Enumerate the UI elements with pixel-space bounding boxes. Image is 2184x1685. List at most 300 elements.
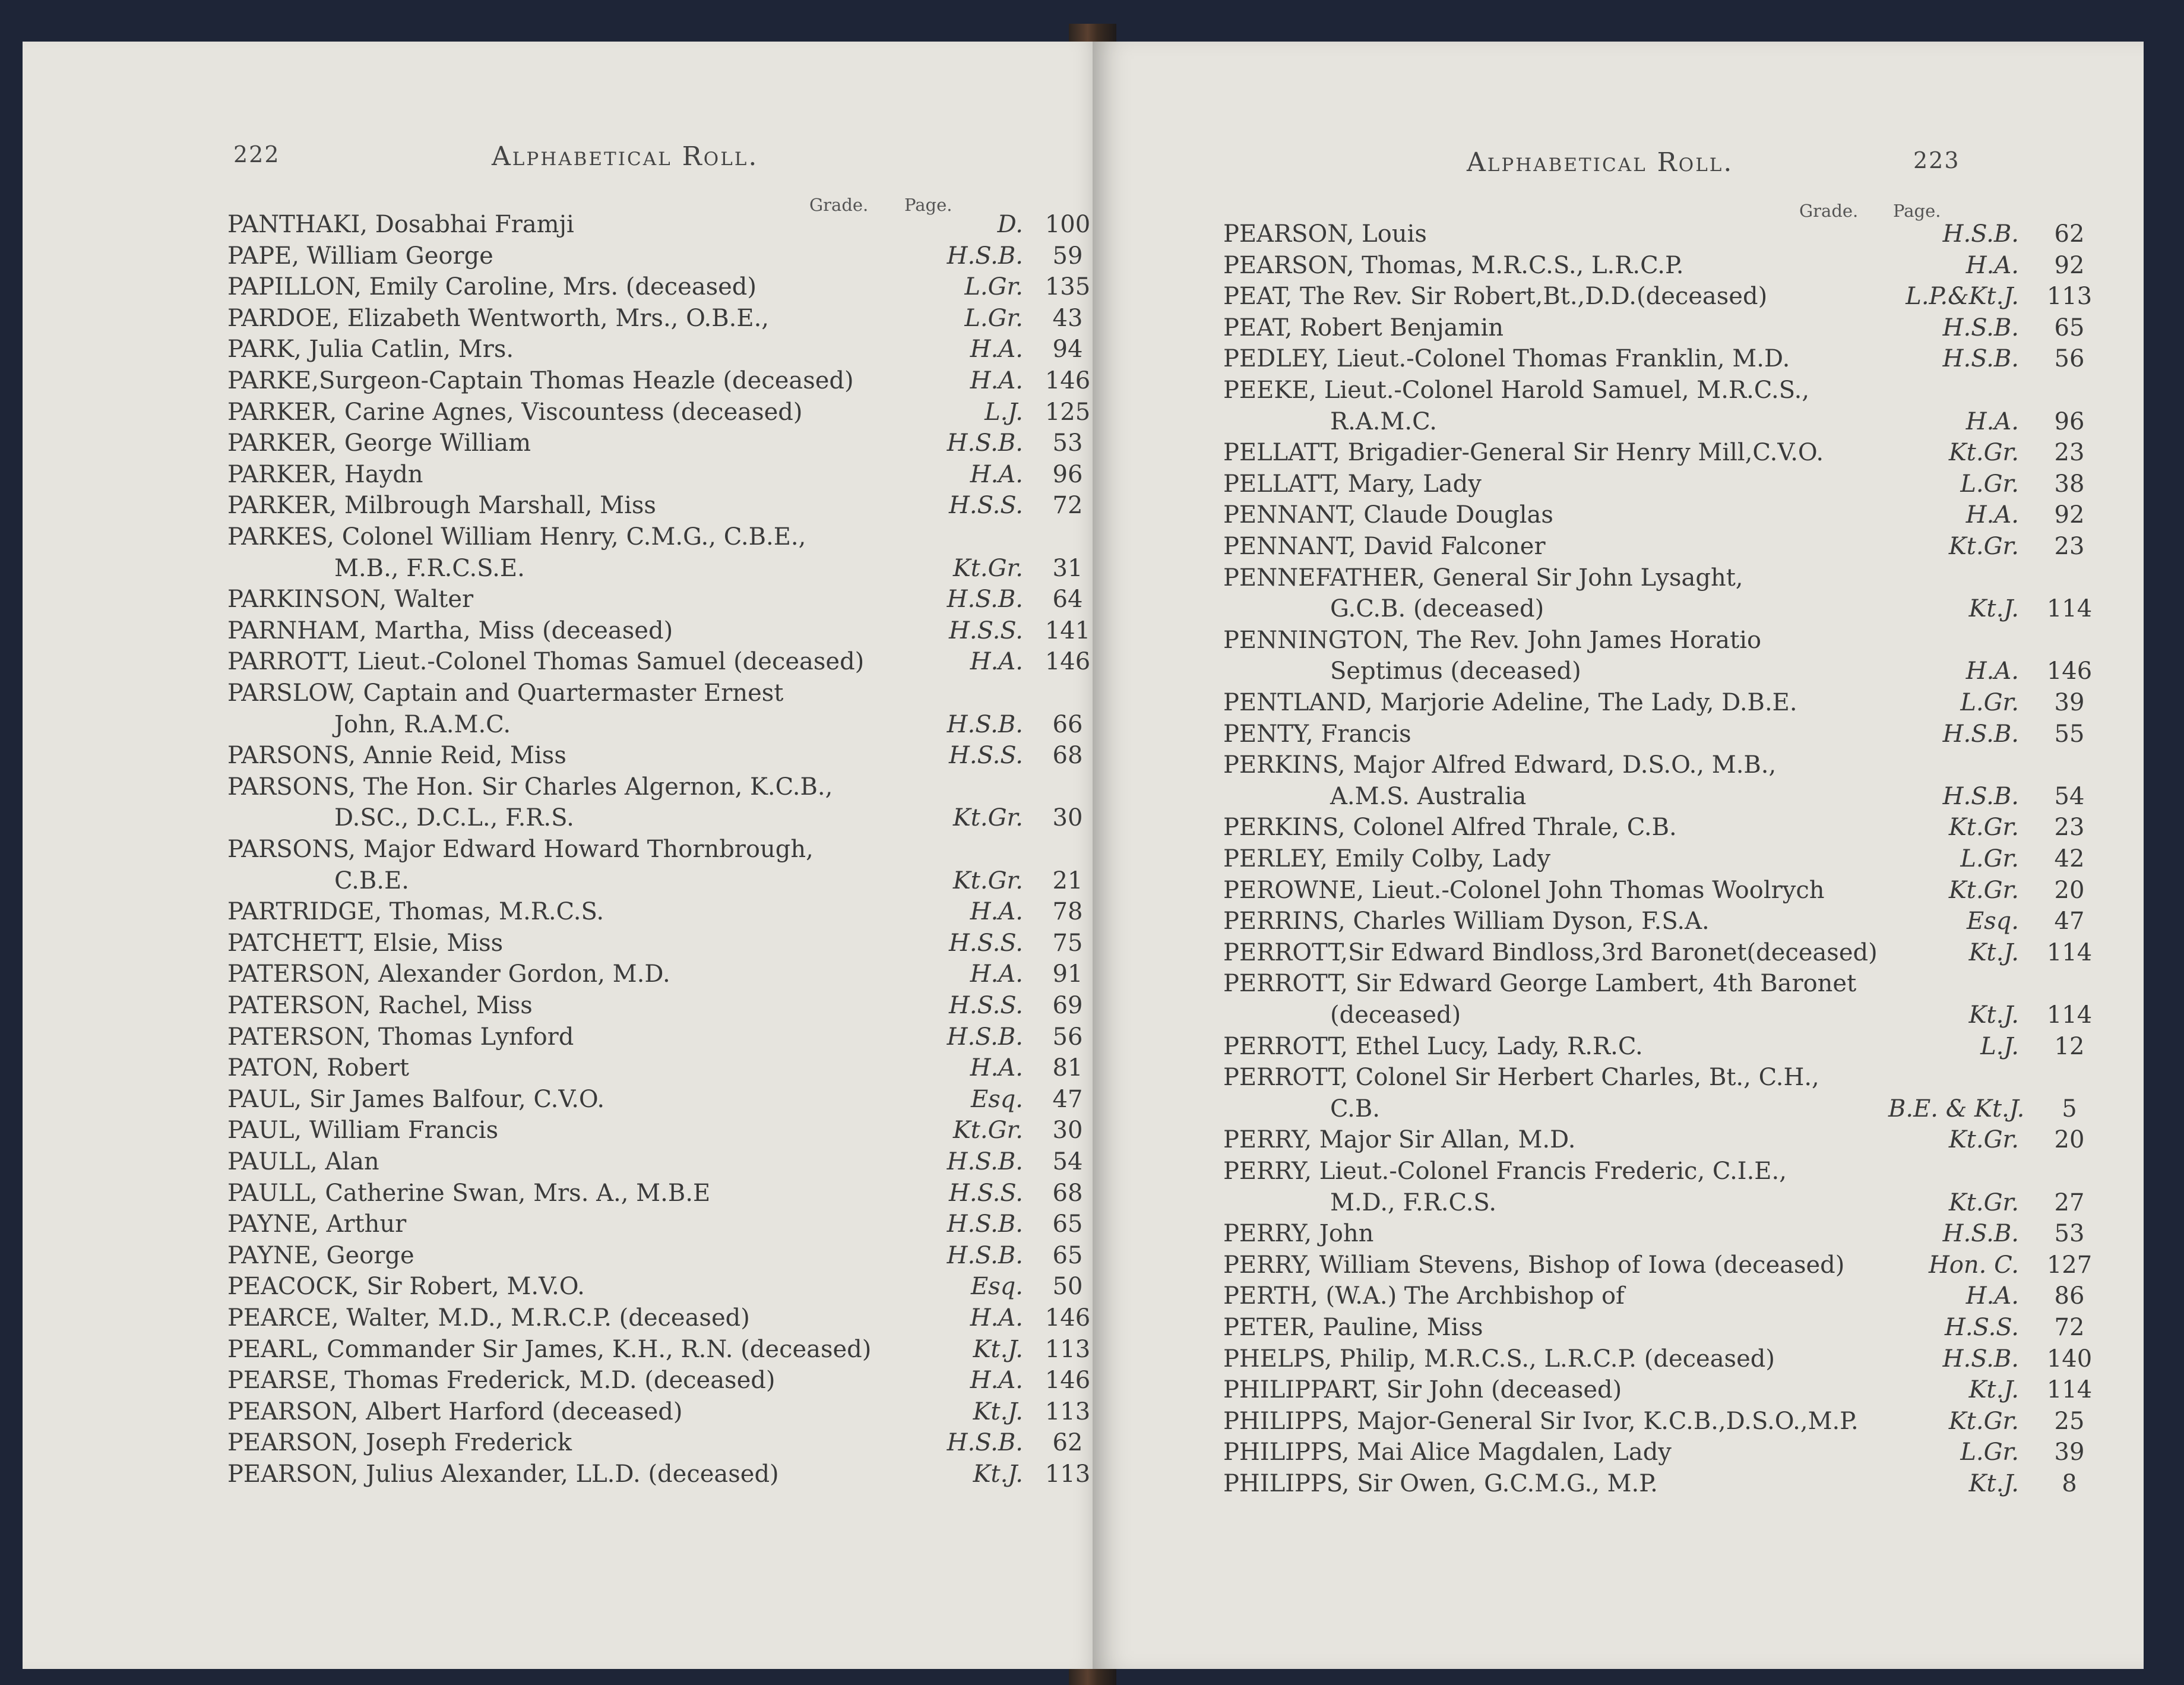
entry-grade: Kt.Gr. xyxy=(952,867,1023,894)
entry-page: 62 xyxy=(1052,1429,1083,1457)
list-item xyxy=(1223,843,2150,874)
entry-page: 75 xyxy=(1052,929,1083,957)
entry-name: PENTY, Francis xyxy=(1223,720,1411,748)
list-item xyxy=(1223,1468,2150,1499)
entry-grade: L.Gr. xyxy=(1960,845,2019,872)
entry-name: PAYNE, George xyxy=(227,1241,414,1269)
entry-grade: L.J. xyxy=(985,398,1023,426)
entry-grade: Kt.Gr. xyxy=(952,554,1023,582)
list-item xyxy=(1223,937,2150,968)
entry-name: PARKER, Haydn xyxy=(227,460,423,488)
list-item xyxy=(227,490,1154,521)
list-item xyxy=(1223,1374,2150,1405)
entry-page: 30 xyxy=(1052,804,1083,832)
list-item xyxy=(1223,656,2150,687)
right-page xyxy=(1093,42,2144,1669)
entry-page: 91 xyxy=(1052,960,1083,988)
list-item xyxy=(1223,1031,2150,1062)
list-item xyxy=(1223,437,2150,468)
entry-grade: H.S.B. xyxy=(1942,1345,2019,1373)
entry-name: M.B., F.R.C.S.E. xyxy=(334,554,525,582)
entry-grade: H.A. xyxy=(970,960,1023,988)
entry-name: PARKER, Milbrough Marshall, Miss xyxy=(227,492,656,520)
entry-page: 38 xyxy=(2054,470,2085,498)
entry-grade: Kt.Gr. xyxy=(1948,876,2019,904)
entry-page: 20 xyxy=(2054,1126,2085,1154)
entry-grade: H.S.B. xyxy=(947,242,1023,270)
entry-grade: H.S.B. xyxy=(947,1241,1023,1269)
entry-grade: H.S.B. xyxy=(947,1148,1023,1175)
list-item xyxy=(227,1022,1154,1052)
entry-page: 56 xyxy=(2054,345,2085,373)
entry-page: 92 xyxy=(2054,501,2085,529)
entry-grade: H.A. xyxy=(1965,657,2019,685)
entry-name: PATCHETT, Elsie, Miss xyxy=(227,929,504,957)
entry-name: PARSONS, Annie Reid, Miss xyxy=(227,742,566,770)
entry-page: 12 xyxy=(2054,1032,2085,1060)
entry-page: 78 xyxy=(1052,898,1083,926)
entry-name: PAUL, Sir James Balfour, C.V.O. xyxy=(227,1085,605,1113)
entry-grade: Kt.Gr. xyxy=(952,804,1023,832)
list-item xyxy=(227,740,1154,771)
entry-grade: H.A. xyxy=(970,1304,1023,1332)
entry-page: 113 xyxy=(1044,1335,1091,1363)
list-item xyxy=(227,615,1154,646)
entry-grade: Kt.J. xyxy=(1968,1376,2019,1404)
entry-grade: H.A. xyxy=(970,1367,1023,1395)
entry-grade: Hon. C. xyxy=(1928,1251,2019,1279)
list-item xyxy=(1223,1437,2150,1468)
entry-page: 62 xyxy=(2054,220,2085,248)
entry-name: PHILIPPART, Sir John (deceased) xyxy=(1223,1376,1622,1404)
entry-name: G.C.B. (deceased) xyxy=(1330,595,1544,623)
entry-name: PHELPS, Philip, M.R.C.S., L.R.C.P. (deceased) xyxy=(1223,1345,1775,1373)
entry-name: C.B.E. xyxy=(334,867,409,894)
entry-page: 125 xyxy=(1044,398,1091,426)
entry-page: 72 xyxy=(2054,1314,2085,1341)
entry-name: PERKINS, Major Alfred Edward, D.S.O., M.B., xyxy=(1223,751,1777,779)
entry-name: PARSONS, The Hon. Sir Charles Algernon, K.C.B., xyxy=(227,773,833,801)
entry-page: 54 xyxy=(1052,1148,1083,1175)
entry-name: PEARSE, Thomas Frederick, M.D. (deceased) xyxy=(227,1367,776,1395)
entry-grade: Kt.Gr. xyxy=(1948,533,2019,560)
entry-name: PEDLEY, Lieut.-Colonel Thomas Franklin, M.D. xyxy=(1223,345,1790,373)
list-item xyxy=(227,1427,1154,1458)
entry-name: PATON, Robert xyxy=(227,1054,409,1082)
list-item xyxy=(1223,375,2150,406)
list-item xyxy=(1223,781,2150,812)
entry-name: PEROWNE, Lieut.-Colonel John Thomas Woolrych xyxy=(1223,876,1825,904)
entry-name: PEARSON, Albert Harford (deceased) xyxy=(227,1398,683,1425)
entry-name: PARNHAM, Martha, Miss (deceased) xyxy=(227,617,673,644)
entry-page: 64 xyxy=(1052,586,1083,614)
entry-name: PERTH, (W.A.) The Archbishop of xyxy=(1223,1282,1625,1310)
entry-grade: H.A. xyxy=(970,898,1023,926)
list-item xyxy=(227,1459,1154,1490)
entry-page: 43 xyxy=(1052,304,1083,332)
page-number: 223 xyxy=(1913,147,1960,173)
list-item xyxy=(227,1084,1154,1115)
entry-name: C.B. xyxy=(1330,1095,1381,1123)
entry-name: John, R.A.M.C. xyxy=(334,710,511,738)
entry-name: PAULL, Alan xyxy=(227,1148,379,1175)
entry-grade: Kt.J. xyxy=(973,1460,1023,1488)
entry-name: PARDOE, Elizabeth Wentworth, Mrs., O.B.E., xyxy=(227,304,769,332)
entry-grade: B.E. & Kt.J. xyxy=(1888,1095,2025,1123)
entry-page: 113 xyxy=(1044,1398,1091,1425)
entry-grade: L.Gr. xyxy=(1960,1439,2019,1466)
entry-name: PARSONS, Major Edward Howard Thornbrough, xyxy=(227,836,814,863)
entry-page: 96 xyxy=(2054,407,2085,435)
entry-name: PENNINGTON, The Rev. John James Horatio xyxy=(1223,626,1762,654)
entry-grade: D. xyxy=(997,211,1023,238)
entry-name: PERLEY, Emily Colby, Lady xyxy=(1223,845,1551,872)
entry-grade: Kt.Gr. xyxy=(952,1117,1023,1145)
entry-name: PETER, Pauline, Miss xyxy=(1223,1314,1483,1341)
list-item xyxy=(227,1209,1154,1240)
column-header-page: Page. xyxy=(1893,201,1941,221)
list-item xyxy=(227,928,1154,959)
list-item xyxy=(1223,500,2150,530)
entry-grade: H.A. xyxy=(970,1054,1023,1082)
list-item xyxy=(1223,968,2150,999)
entry-name: PEAT, The Rev. Sir Robert,Bt.,D.D.(deceased) xyxy=(1223,283,1768,311)
list-item xyxy=(1223,281,2150,312)
entry-name: PARSLOW, Captain and Quartermaster Ernest xyxy=(227,679,784,707)
entry-page: 141 xyxy=(1044,617,1091,644)
entry-page: 31 xyxy=(1052,554,1083,582)
entry-page: 65 xyxy=(2054,314,2085,342)
list-item xyxy=(227,865,1154,896)
entry-page: 42 xyxy=(2054,845,2085,872)
running-head: Alphabetical Roll. xyxy=(492,141,759,172)
list-item xyxy=(1223,219,2150,249)
column-header-grade: Grade. xyxy=(809,195,869,215)
list-item xyxy=(227,553,1154,584)
entry-page: 56 xyxy=(1052,1023,1083,1051)
list-item xyxy=(1223,625,2150,656)
entry-grade: H.S.B. xyxy=(947,429,1023,457)
entry-name: PEACOCK, Sir Robert, M.V.O. xyxy=(227,1273,585,1301)
entry-name: PEARCE, Walter, M.D., M.R.C.P. (deceased) xyxy=(227,1304,750,1332)
entry-page: 8 xyxy=(2062,1470,2077,1497)
list-item xyxy=(227,1115,1154,1146)
entry-page: 23 xyxy=(2054,533,2085,560)
entry-page: 81 xyxy=(1052,1054,1083,1082)
left-page xyxy=(23,42,1097,1669)
entry-name: PELLATT, Mary, Lady xyxy=(1223,470,1482,498)
list-item xyxy=(227,896,1154,927)
list-item xyxy=(1223,1406,2150,1437)
list-item xyxy=(227,802,1154,833)
list-item xyxy=(227,709,1154,740)
entry-name: PERRINS, Charles William Dyson, F.S.A. xyxy=(1223,908,1710,935)
entry-name: PERRY, John xyxy=(1223,1220,1374,1248)
entry-grade: Kt.J. xyxy=(973,1335,1023,1363)
entry-name: PERRY, Lieut.-Colonel Francis Frederic, C.I.E., xyxy=(1223,1158,1787,1185)
list-item xyxy=(1223,1281,2150,1311)
entry-page: 66 xyxy=(1052,710,1083,738)
entry-page: 27 xyxy=(2054,1188,2085,1216)
list-item xyxy=(227,397,1154,428)
entry-page: 25 xyxy=(2054,1407,2085,1435)
entry-name: (deceased) xyxy=(1330,1001,1461,1029)
entry-name: PELLATT, Brigadier-General Sir Henry Mill,C.V.O. xyxy=(1223,439,1824,467)
column-header-grade: Grade. xyxy=(1799,201,1859,221)
list-item xyxy=(227,990,1154,1021)
entry-name: PAPE, William George xyxy=(227,242,493,270)
entry-page: 39 xyxy=(2054,1439,2085,1466)
entry-name: PHILIPPS, Mai Alice Magdalen, Lady xyxy=(1223,1439,1672,1466)
running-head: Alphabetical Roll. xyxy=(1467,147,1734,178)
entry-page: 114 xyxy=(2046,938,2093,966)
list-item xyxy=(227,959,1154,989)
entry-page: 23 xyxy=(2054,814,2085,842)
entry-name: PEARSON, Joseph Frederick xyxy=(227,1429,572,1457)
entry-page: 39 xyxy=(2054,689,2085,716)
entry-name: PEARSON, Julius Alexander, LL.D. (deceased) xyxy=(227,1460,779,1488)
list-item xyxy=(1223,687,2150,718)
list-item xyxy=(227,834,1154,865)
entry-page: 113 xyxy=(1044,1460,1091,1488)
entry-page: 100 xyxy=(1044,211,1091,238)
entry-grade: H.S.B. xyxy=(1942,345,2019,373)
entry-page: 114 xyxy=(2046,595,2093,623)
entry-name: Septimus (deceased) xyxy=(1330,657,1581,685)
list-item xyxy=(1223,812,2150,843)
entry-name: PEARSON, Louis xyxy=(1223,220,1427,248)
entry-name: PERKINS, Colonel Alfred Thrale, C.B. xyxy=(1223,814,1677,842)
list-item xyxy=(227,241,1154,271)
entry-page: 30 xyxy=(1052,1117,1083,1145)
list-item xyxy=(227,1052,1154,1083)
list-item xyxy=(227,1271,1154,1302)
page-number: 222 xyxy=(233,141,280,167)
entry-page: 68 xyxy=(1052,1179,1083,1207)
entry-grade: H.S.B. xyxy=(1942,720,2019,748)
list-item xyxy=(1223,593,2150,624)
entry-name: PHILIPPS, Major-General Sir Ivor, K.C.B.,D.S.O.,M.P. xyxy=(1223,1407,1859,1435)
entry-page: 140 xyxy=(2046,1345,2093,1373)
list-item xyxy=(1223,1000,2150,1030)
list-item xyxy=(1223,250,2150,281)
entry-name: R.A.M.C. xyxy=(1330,407,1437,435)
entry-name: PERROTT, Colonel Sir Herbert Charles, Bt., C.H., xyxy=(1223,1064,1819,1092)
entry-grade: H.S.B. xyxy=(947,1429,1023,1457)
entry-grade: H.A. xyxy=(970,648,1023,676)
list-item xyxy=(227,1303,1154,1333)
list-item xyxy=(227,584,1154,615)
list-item xyxy=(1223,531,2150,562)
entry-name: PAPILLON, Emily Caroline, Mrs. (deceased) xyxy=(227,273,757,301)
list-item xyxy=(1223,875,2150,906)
entry-name: PENNANT, Claude Douglas xyxy=(1223,501,1553,529)
entry-name: PARKE,Surgeon-Captain Thomas Heazle (deceased) xyxy=(227,367,854,394)
entry-grade: Kt.Gr. xyxy=(1948,1188,2019,1216)
entry-page: 94 xyxy=(1052,336,1083,363)
entry-page: 53 xyxy=(1052,429,1083,457)
list-item xyxy=(1223,469,2150,500)
entry-page: 53 xyxy=(2054,1220,2085,1248)
entry-name: PEARSON, Thomas, M.R.C.S., L.R.C.P. xyxy=(1223,251,1684,279)
entry-name: PERROTT,Sir Edward Bindloss,3rd Baronet(deceased) xyxy=(1223,938,1878,966)
entry-grade: H.S.B. xyxy=(1942,220,2019,248)
entry-page: 5 xyxy=(2062,1095,2077,1123)
entry-name: PARKER, George William xyxy=(227,429,531,457)
list-item xyxy=(1223,1124,2150,1155)
entry-name: PARTRIDGE, Thomas, M.R.C.S. xyxy=(227,898,604,926)
list-item xyxy=(227,1146,1154,1177)
list-item xyxy=(227,428,1154,459)
list-item xyxy=(1223,1312,2150,1343)
entry-page: 113 xyxy=(2046,283,2093,311)
entry-name: PARKES, Colonel William Henry, C.M.G., C.B.E., xyxy=(227,523,806,551)
list-item xyxy=(1223,906,2150,937)
entry-grade: Esq. xyxy=(970,1273,1023,1301)
entry-name: PERROTT, Sir Edward George Lambert, 4th Baronet xyxy=(1223,970,1857,998)
entry-grade: H.S.B. xyxy=(1942,314,2019,342)
entry-page: 114 xyxy=(2046,1376,2093,1404)
entry-name: PATERSON, Thomas Lynford xyxy=(227,1023,574,1051)
entry-grade: H.S.B. xyxy=(947,1210,1023,1238)
entry-grade: L.P.&Kt.J. xyxy=(1906,283,2019,311)
entry-page: 135 xyxy=(1044,273,1091,301)
entry-grade: L.J. xyxy=(1980,1032,2019,1060)
entry-page: 65 xyxy=(1052,1210,1083,1238)
list-item xyxy=(1223,1218,2150,1249)
entry-name: PEARL, Commander Sir James, K.H., R.N. (deceased) xyxy=(227,1335,872,1363)
entry-grade: H.A. xyxy=(1965,251,2019,279)
entry-page: 86 xyxy=(2054,1282,2085,1310)
list-item xyxy=(227,303,1154,334)
list-item xyxy=(1223,719,2150,750)
entry-name: PAULL, Catherine Swan, Mrs. A., M.B.E xyxy=(227,1179,711,1207)
entry-grade: H.S.B. xyxy=(947,1023,1023,1051)
entry-grade: Esq. xyxy=(970,1085,1023,1113)
entry-grade: L.Gr. xyxy=(964,304,1023,332)
entry-grade: H.A. xyxy=(970,336,1023,363)
entry-name: PHILIPPS, Sir Owen, G.C.M.G., M.P. xyxy=(1223,1470,1658,1497)
entry-grade: L.Gr. xyxy=(1960,470,2019,498)
entry-grade: H.S.S. xyxy=(949,617,1023,644)
entry-grade: Kt.J. xyxy=(973,1398,1023,1425)
entry-name: PATERSON, Alexander Gordon, M.D. xyxy=(227,960,670,988)
entry-grade: H.S.S. xyxy=(949,992,1023,1019)
list-item xyxy=(1223,1062,2150,1093)
entry-grade: H.S.S. xyxy=(949,742,1023,770)
entry-page: 72 xyxy=(1052,492,1083,520)
entry-grade: Kt.J. xyxy=(1968,595,2019,623)
entry-name: PERRY, William Stevens, Bishop of Iowa (deceased) xyxy=(1223,1251,1845,1279)
entry-grade: Kt.J. xyxy=(1968,1001,2019,1029)
entry-name: PARK, Julia Catlin, Mrs. xyxy=(227,336,514,363)
entry-grade: H.A. xyxy=(1965,1282,2019,1310)
entry-name: PERROTT, Ethel Lucy, Lady, R.R.C. xyxy=(1223,1032,1643,1060)
entry-name: PATERSON, Rachel, Miss xyxy=(227,992,533,1019)
list-item xyxy=(1223,1187,2150,1218)
entry-page: 54 xyxy=(2054,782,2085,810)
list-item xyxy=(1223,406,2150,437)
entry-name: PARROTT, Lieut.-Colonel Thomas Samuel (deceased) xyxy=(227,648,865,676)
entry-page: 47 xyxy=(1052,1085,1083,1113)
list-item xyxy=(227,1365,1154,1396)
list-item xyxy=(1223,750,2150,780)
list-item xyxy=(1223,1156,2150,1187)
entry-page: 92 xyxy=(2054,251,2085,279)
entry-name: D.SC., D.C.L., F.R.S. xyxy=(334,804,574,832)
list-item xyxy=(1223,312,2150,343)
entry-page: 114 xyxy=(2046,1001,2093,1029)
list-item xyxy=(227,1240,1154,1271)
entry-name: PANTHAKI, Dosabhai Framji xyxy=(227,211,574,238)
entry-grade: Kt.Gr. xyxy=(1948,1126,2019,1154)
column-header-page: Page. xyxy=(904,195,952,215)
entry-page: 21 xyxy=(1052,867,1083,894)
entry-name: PAYNE, Arthur xyxy=(227,1210,407,1238)
entry-grade: H.S.S. xyxy=(1945,1314,2019,1341)
entry-grade: Kt.Gr. xyxy=(1948,1407,2019,1435)
entry-grade: H.S.S. xyxy=(949,929,1023,957)
entry-grade: Kt.J. xyxy=(1968,1470,2019,1497)
entry-name: PENTLAND, Marjorie Adeline, The Lady, D.B.E. xyxy=(1223,689,1797,716)
entry-grade: H.S.B. xyxy=(1942,782,2019,810)
list-item xyxy=(227,646,1154,677)
entry-grade: H.S.B. xyxy=(947,710,1023,738)
entry-page: 69 xyxy=(1052,992,1083,1019)
list-item xyxy=(227,459,1154,490)
entry-page: 23 xyxy=(2054,439,2085,467)
entry-page: 50 xyxy=(1052,1273,1083,1301)
entry-page: 59 xyxy=(1052,242,1083,270)
entry-name: PENNANT, David Falconer xyxy=(1223,533,1546,560)
entry-grade: H.A. xyxy=(970,367,1023,394)
entry-name: PARKINSON, Walter xyxy=(227,586,474,614)
entry-name: PENNEFATHER, General Sir John Lysaght, xyxy=(1223,564,1743,592)
entry-name: M.D., F.R.C.S. xyxy=(1330,1188,1497,1216)
entry-name: PAUL, William Francis xyxy=(227,1117,499,1145)
entry-grade: Kt.J. xyxy=(1968,938,2019,966)
list-item xyxy=(227,678,1154,709)
list-item xyxy=(1223,343,2150,374)
entry-grade: H.A. xyxy=(1965,501,2019,529)
entry-grade: Kt.Gr. xyxy=(1948,439,2019,467)
entry-page: 146 xyxy=(2046,657,2093,685)
list-item xyxy=(1223,1093,2150,1124)
entry-name: PEEKE, Lieut.-Colonel Harold Samuel, M.R.C.S., xyxy=(1223,377,1810,404)
list-item xyxy=(227,365,1154,396)
entry-page: 146 xyxy=(1044,367,1091,394)
entry-page: 146 xyxy=(1044,1304,1091,1332)
entry-grade: L.Gr. xyxy=(964,273,1023,301)
list-item xyxy=(1223,1343,2150,1374)
entry-page: 65 xyxy=(1052,1241,1083,1269)
entry-grade: L.Gr. xyxy=(1960,689,2019,716)
entry-page: 146 xyxy=(1044,648,1091,676)
entry-page: 20 xyxy=(2054,876,2085,904)
list-item xyxy=(1223,1250,2150,1281)
entry-page: 96 xyxy=(1052,460,1083,488)
list-item xyxy=(227,334,1154,365)
list-item xyxy=(227,1334,1154,1365)
entry-page: 146 xyxy=(1044,1367,1091,1395)
entry-grade: H.S.S. xyxy=(949,492,1023,520)
entry-name: PEAT, Robert Benjamin xyxy=(1223,314,1504,342)
entry-grade: H.A. xyxy=(1965,407,2019,435)
entry-name: PARKER, Carine Agnes, Viscountess (deceased) xyxy=(227,398,803,426)
entry-grade: H.A. xyxy=(970,460,1023,488)
entry-page: 127 xyxy=(2046,1251,2093,1279)
entry-name: A.M.S. Australia xyxy=(1330,782,1527,810)
